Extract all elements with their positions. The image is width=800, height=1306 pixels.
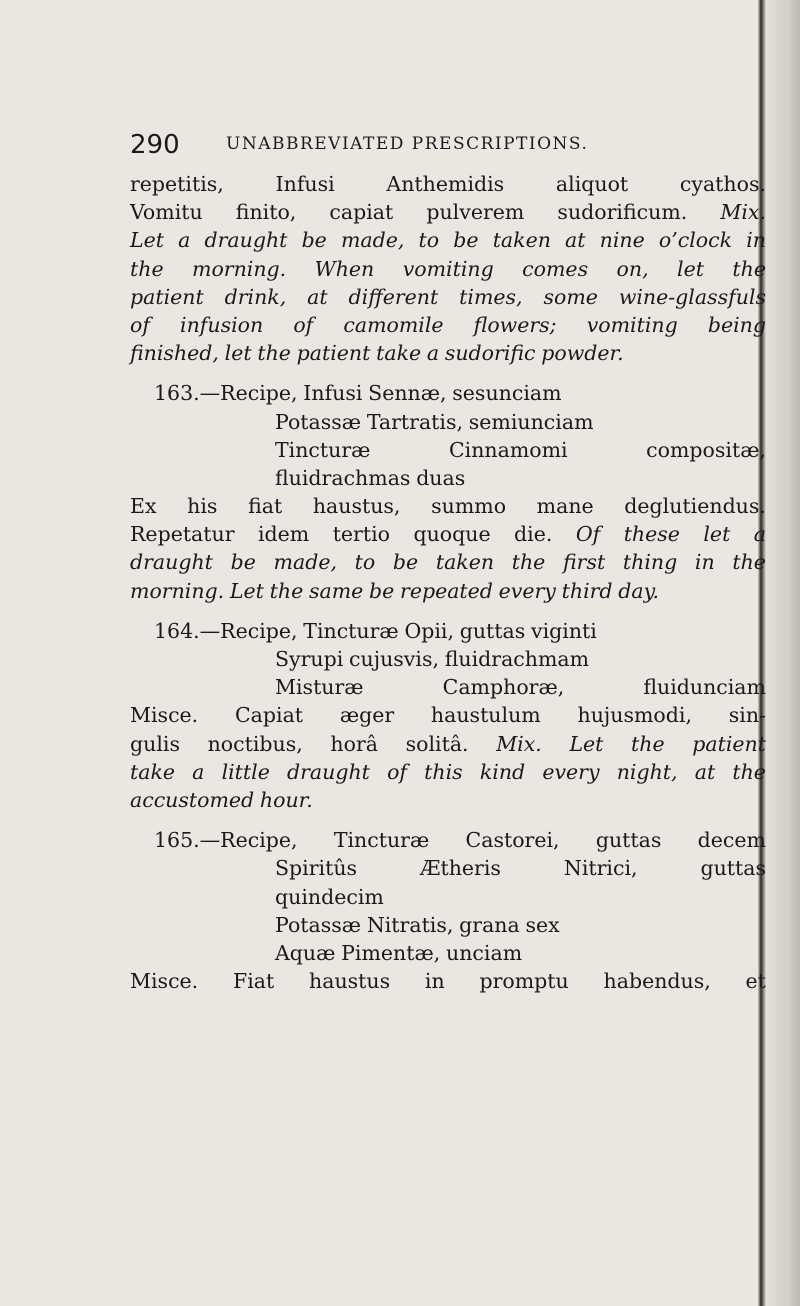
text-line [130, 911, 766, 939]
word: be [301, 228, 327, 253]
word: Tincturæ [333, 828, 430, 853]
word: the [732, 759, 766, 784]
word: Nitrici, [563, 856, 638, 881]
word: hour. [259, 787, 313, 812]
word: Mix. [720, 200, 766, 225]
word: draught [130, 550, 213, 575]
word: habendus, [603, 969, 711, 994]
word: Potassæ [275, 912, 362, 937]
word: patient [692, 731, 766, 756]
word: be [230, 550, 256, 575]
word: 163.—Recipe, [154, 381, 298, 406]
text-line [130, 311, 766, 339]
text-line [130, 967, 766, 995]
word: morning. [192, 256, 287, 281]
word: fluidunciam [643, 675, 766, 700]
word: in [746, 228, 766, 253]
word: repeated [400, 578, 493, 603]
word: guttas [700, 856, 766, 881]
word: deglutiendus. [624, 494, 766, 519]
word: Aquæ [275, 940, 336, 965]
word: comes [522, 256, 589, 281]
word: sudorific [444, 341, 536, 366]
text-line [130, 939, 766, 967]
text-line [130, 198, 766, 226]
word: powder. [541, 341, 624, 366]
word: the [257, 341, 291, 366]
word: vomiting [402, 256, 494, 281]
word: haustus, [312, 494, 401, 519]
word: Syrupi [275, 647, 344, 671]
text-line [130, 786, 766, 814]
word: 164.—Recipe, [154, 618, 298, 643]
word: tertio [332, 522, 390, 547]
text-line [130, 617, 766, 645]
word: duas [416, 465, 466, 490]
word: be [453, 228, 479, 253]
word: a [753, 522, 766, 547]
word: haustus [309, 969, 391, 994]
word: infusion [180, 312, 264, 337]
text-line [130, 379, 766, 407]
word: be [392, 550, 419, 575]
word: summo [431, 494, 507, 519]
word: in [694, 550, 715, 575]
word: guttas [595, 828, 662, 853]
word: Let [229, 578, 264, 603]
word: solitâ. [405, 731, 469, 756]
word: promptu [479, 969, 569, 994]
word: camomile [343, 312, 444, 337]
word: wine-glassfuls [618, 284, 766, 309]
word: hujusmodi, [577, 703, 692, 728]
text-line [130, 673, 766, 701]
word: die. [514, 522, 553, 547]
word: Tincturæ [303, 618, 399, 643]
word: take [376, 341, 422, 366]
word: Opii, [404, 618, 454, 643]
word: Misce. [130, 969, 199, 994]
word: viginti [531, 618, 597, 643]
word: When [314, 256, 375, 281]
word: finito, [235, 200, 297, 225]
word: grana [459, 912, 520, 937]
running-title: UNABBREVIATED PRESCRIPTIONS. [226, 134, 589, 154]
word: to [354, 550, 376, 575]
word: Misturæ [275, 675, 364, 700]
word: compositæ, [646, 437, 766, 462]
word: o’clock [658, 228, 733, 253]
text-line [130, 730, 766, 758]
text-line [130, 577, 766, 605]
word: draught [204, 228, 288, 253]
word: capiat [329, 200, 394, 225]
word: Cinnamomi [448, 437, 568, 462]
word: at [565, 228, 586, 253]
word: the [130, 256, 164, 281]
word: fluidrachmas [275, 465, 411, 490]
word: sesunciam [452, 381, 562, 406]
word: these [623, 522, 680, 547]
word: semiunciam [468, 409, 594, 434]
word: little [221, 759, 270, 784]
text-line [130, 170, 766, 198]
word: horâ [330, 731, 378, 756]
text-line [130, 883, 766, 911]
word: Nitratis, [366, 912, 454, 937]
word: Sennæ, [368, 381, 447, 406]
word: on, [616, 256, 649, 281]
word: same [308, 578, 364, 603]
word: gulis [130, 731, 180, 756]
text-line [130, 520, 766, 548]
word: Capiat [234, 703, 304, 728]
word: some [543, 284, 598, 309]
page-header [130, 130, 770, 166]
word: the [732, 550, 766, 575]
text-line [130, 255, 766, 283]
word: mane [536, 494, 594, 519]
word: Potassæ [275, 409, 362, 434]
word: this [424, 759, 463, 784]
word: patient [296, 341, 371, 366]
word: being [707, 312, 766, 337]
word: fiat [248, 494, 283, 519]
text-line [130, 826, 766, 854]
word: haustulum [430, 703, 541, 728]
word: kind [479, 759, 526, 784]
paragraph-gap [130, 814, 766, 826]
word: a [426, 341, 440, 366]
word: Mix. [496, 731, 542, 756]
word: made, [273, 550, 337, 575]
word: æger [339, 703, 395, 728]
word: of [130, 312, 150, 337]
word: fluidrachmam [444, 647, 590, 671]
word: thing [622, 550, 678, 575]
word: night, [616, 759, 678, 784]
word: his [187, 494, 218, 519]
word: be [369, 578, 395, 603]
word: Spiritûs [275, 856, 358, 881]
word: a [192, 759, 205, 784]
word: unciam [446, 940, 523, 965]
word: taken [492, 228, 551, 253]
word: Pimentæ, [341, 940, 441, 965]
text-line [130, 758, 766, 786]
word: et [745, 969, 766, 994]
word: Infusi [303, 381, 363, 406]
word: every [542, 759, 600, 784]
word: third [561, 578, 613, 603]
word: Ex [130, 494, 157, 519]
word: different [348, 284, 439, 309]
text-line [130, 701, 766, 729]
word: Vomitu [130, 200, 203, 225]
word: repetitis, [130, 172, 224, 196]
word: the [732, 256, 766, 281]
word: to [418, 228, 440, 253]
word: at [307, 284, 328, 309]
word: sudorificum. [557, 200, 688, 225]
text-line [130, 408, 766, 436]
word: Ætheris [419, 856, 501, 881]
word: Misce. [130, 703, 199, 728]
word: every [498, 578, 556, 603]
word: sex [525, 912, 560, 937]
word: let [224, 341, 252, 366]
text-line [130, 283, 766, 311]
word: 165.—Recipe, [154, 828, 298, 853]
word: Camphoræ, [442, 675, 565, 700]
word: flowers; [473, 312, 557, 337]
word: the [511, 550, 546, 575]
word: aliquot [555, 172, 629, 196]
word: of [293, 312, 314, 337]
word: the [269, 578, 304, 603]
word: sin- [728, 703, 766, 728]
word: noctibus, [207, 731, 303, 756]
word: first [562, 550, 606, 575]
word: Repetatur [130, 522, 235, 547]
word: taken [435, 550, 495, 575]
word: quoque [413, 522, 491, 547]
word: cyathos. [679, 172, 766, 196]
word: of [387, 759, 408, 784]
word: Tartratis, [366, 409, 464, 434]
word: times, [459, 284, 523, 309]
word: guttas [459, 618, 526, 643]
text-line [130, 854, 766, 882]
text-line [130, 464, 766, 492]
body-text [130, 170, 766, 995]
word: the [631, 731, 665, 756]
word: quindecim [275, 884, 384, 909]
word: made, [340, 228, 405, 253]
word: take [130, 759, 176, 784]
word: Anthemidis [386, 172, 505, 196]
word: finished, [130, 341, 219, 366]
word: decem [697, 828, 766, 853]
word: day. [618, 578, 660, 603]
word: pulverem [426, 200, 525, 225]
word: Fiat [232, 969, 275, 994]
page-number: 290 [130, 130, 180, 160]
word: at [694, 759, 716, 784]
word: nine [599, 228, 645, 253]
word: let [703, 522, 731, 547]
word: Of [575, 522, 601, 547]
word: idem [257, 522, 310, 547]
word: a [178, 228, 191, 253]
word: Tincturæ [275, 437, 371, 462]
text-line [130, 339, 766, 367]
word: let [677, 256, 704, 281]
word: drink, [224, 284, 287, 309]
text-line [130, 226, 766, 254]
word: morning. [130, 578, 225, 603]
word: Let [569, 731, 604, 756]
word: Let [130, 228, 164, 253]
word: vomiting [586, 312, 678, 337]
paragraph-gap [130, 367, 766, 379]
text-line [130, 436, 766, 464]
word: cujusvis, [349, 647, 439, 671]
text-line [130, 645, 766, 673]
word: accustomed [130, 787, 255, 812]
word: in [424, 969, 445, 994]
text-line [130, 492, 766, 520]
paragraph-gap [130, 605, 766, 617]
word: draught [287, 759, 370, 784]
word: patient [130, 284, 204, 309]
word: Castorei, [465, 828, 560, 853]
word: Infusi [275, 172, 335, 196]
text-line [130, 548, 766, 576]
